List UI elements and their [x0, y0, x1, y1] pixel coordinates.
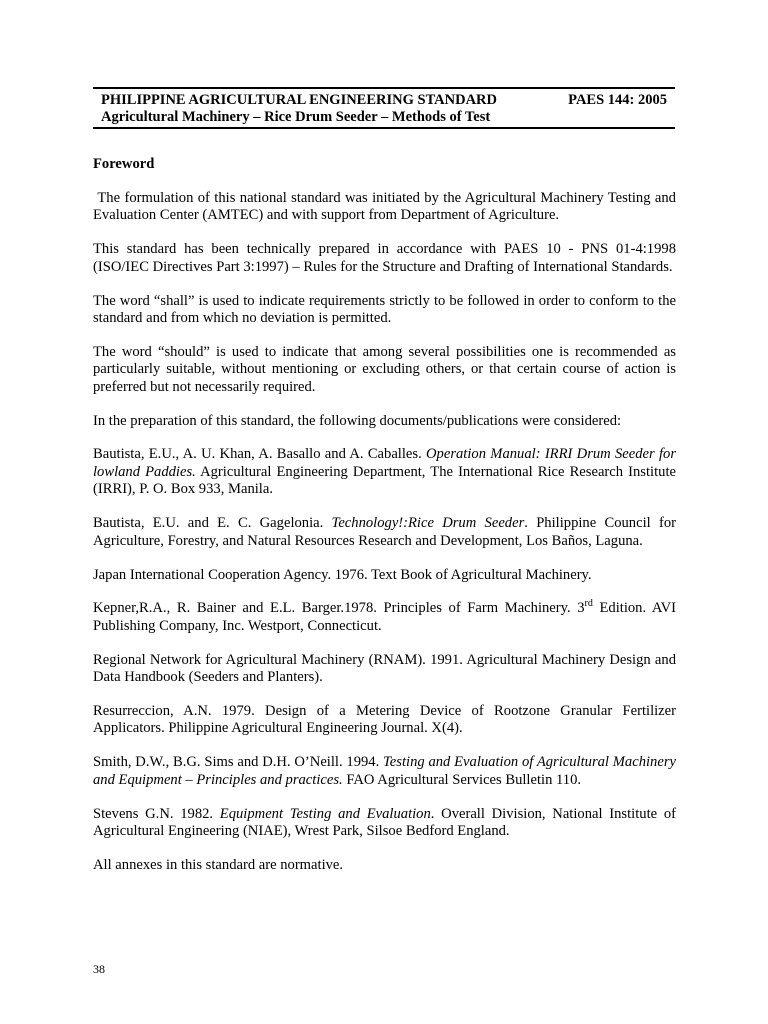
- page-number: 38: [93, 962, 105, 976]
- closing-statement: All annexes in this standard are normative.: [93, 856, 344, 873]
- header-row: [93, 92, 675, 109]
- document-body: [93, 156, 680, 891]
- document-subtitle: Agricultural Machinery – Rice Drum Seeder – Methods of Test: [101, 109, 491, 125]
- paragraph: The word “should” is used to indicate that among several possibilities one is recommended as particularly suitable, without mentioning or excluding others, or that certain course of action is preferred but not necessarily required.: [93, 343, 676, 395]
- reference-item: Bautista, E.U. and E. C. Gagelonia. Technology!:Rice Drum Seeder. Philippine Council for Agriculture, Forestry, and Natural Resources Research and Development, Los Baños, Laguna.: [93, 515, 676, 549]
- document-header: [93, 87, 675, 129]
- reference-item: Smith, D.W., B.G. Sims and D.H. O’Neill. 1994. Testing and Evaluation of Agricultural Machinery and Equipment – Principles and practices. FAO Agricultural Services Bulletin 110.: [93, 754, 676, 788]
- paragraph: In the preparation of this standard, the following documents/publications were considered:: [93, 412, 622, 429]
- section-heading: Foreword: [93, 156, 155, 172]
- paragraph: This standard has been technically prepared in accordance with PAES 10 - PNS 01-4:1998 (ISO/IEC Directives Part 3:1997) – Rules for the Structure and Drafting of International Standards.: [93, 241, 676, 275]
- standard-title: PHILIPPINE AGRICULTURAL ENGINEERING STANDARD: [101, 92, 498, 108]
- reference-item: Bautista, E.U., A. U. Khan, A. Basallo and A. Caballes. Operation Manual: IRRI Drum Seeder for lowland Paddies. Agricultural Engineering Department, The International Rice Research Institute (IRRI), P. O. Box 933, Manila.: [93, 446, 676, 498]
- standard-code: PAES 144: 2005: [568, 92, 667, 108]
- reference-item: Stevens G.N. 1982. Equipment Testing and Evaluation. Overall Division, National Institute of Agricultural Engineering (NIAE), Wrest Park, Silsoe Bedford England.: [93, 805, 676, 840]
- reference-item: Regional Network for Agricultural Machinery (RNAM). 1991. Agricultural Machinery Design and Data Handbook (Seeders and Planters).: [93, 651, 676, 686]
- reference-item: Kepner,R.A., R. Bainer and E.L. Barger.1978. Principles of Farm Machinery. 3rd Edition. AVI Publishing Company, Inc. Westport, Connecticut.: [93, 598, 676, 634]
- reference-item: Japan International Cooperation Agency. 1976. Text Book of Agricultural Machinery.: [93, 566, 592, 583]
- paragraph: The word “shall” is used to indicate requirements strictly to be followed in order to conform to the standard and from which no deviation is permitted.: [93, 292, 676, 326]
- reference-item: Resurreccion, A.N. 1979. Design of a Metering Device of Rootzone Granular Fertilizer Applicators. Philippine Agricultural Engineering Journal. X(4).: [93, 703, 676, 737]
- paragraph: The formulation of this national standard was initiated by the Agricultural Machinery Testing and Evaluation Center (AMTEC) and with support from Department of Agriculture.: [93, 189, 680, 224]
